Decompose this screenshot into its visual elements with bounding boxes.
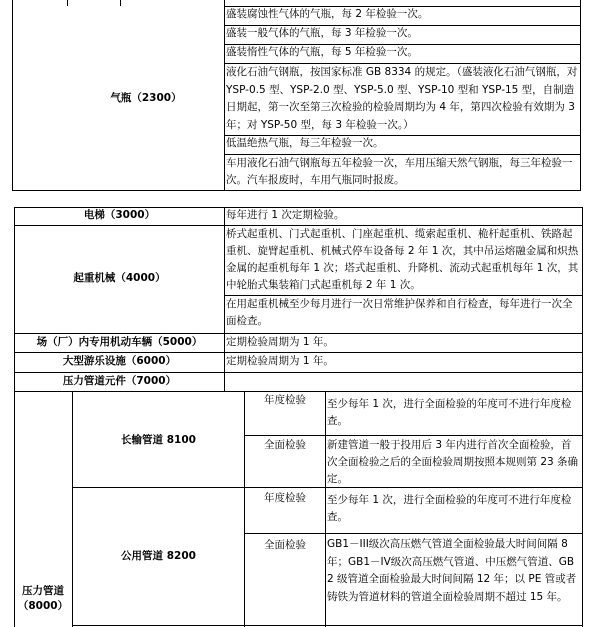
label-amusement: 大型游乐设施（6000） [62,355,177,367]
divider [120,0,121,6]
label-pressure-pipeline: 压力管道（8000） [17,585,69,612]
divider [14,207,15,627]
divider [72,625,582,626]
divider [14,391,582,392]
cylinder-row-6: 车用液化石油气钢瓶每五年检验一次，车用压缩天然气钢瓶，每三年检验一次。汽车报废时，车用气瓶同时报废。 [226,157,573,186]
divider [14,352,582,353]
divider [582,207,583,627]
cylinder-row-1: 盛装腐蚀性气体的气瓶，每 2 年检验一次。 [226,8,429,20]
divider [14,333,582,334]
label-elevator: 电梯（3000） [83,209,156,221]
cylinder-row-5: 低温绝热气瓶，每三年检验一次。 [226,137,384,149]
divider [580,0,581,191]
elevator-text: 每年进行 1 次定期检验。 [226,209,345,221]
divider [12,190,580,191]
divider [14,372,582,373]
divider [224,207,225,392]
long-annual-text: 至少每年 1 次，进行全面检验的年度可不进行年度检查。 [327,398,572,427]
public-annual-text: 至少每年 1 次，进行全面检验的年度可不进行年度检查。 [327,494,572,523]
cylinder-row-4: 液化石油气钢瓶，按国家标准 GB 8334 的规定。（盛装液化石油气钢瓶，对 YSP-0.5 型、YSP-2.0 型、YSP-5.0 型、YSP-10 型和 YSP-15 型，自制造日期起，第一次至第三次检验的检验周期均为 4 年，第四次检验有效期为 3 年；对 YSP-50 型，每 3 年检验一次。） [226,66,578,131]
crane-text-1: 桥式起重机、门式起重机、门座起重机、缆索起重机、桅杆起重机、铁路起重机、旋臂起重机、机械式停车设备每 2 年 1 次，其中吊运熔融金属和炽热金属的起重机每年 1 次；塔式起重机、升降机、流动式起重机每年 1 次，其中轮胎式集装箱门式起重机每 2 年 1 次。 [226,228,579,291]
divider [72,391,73,627]
long-annual-label: 年度检验 [264,394,306,406]
divider [67,0,68,6]
label-pipe-element: 压力管道元件（7000） [62,375,177,387]
divider [244,435,582,436]
divider [244,533,582,534]
public-annual-label: 年度检验 [264,492,306,504]
label-crane: 起重机械（4000） [73,272,166,284]
divider [12,0,13,191]
amusement-text: 定期检验周期为 1 年。 [226,355,334,367]
category-label-cylinder: 气瓶（2300） [110,92,182,104]
crane-text-2: 在用起重机械至少每月进行一次日常维护保养和自行检查，每年进行一次全面检查。 [226,298,573,327]
long-full-label: 全面检验 [264,439,306,451]
divider [325,391,326,627]
vehicle-text: 定期检验周期为 1 年。 [226,336,334,348]
cylinder-row-2: 盛装一般气体的气瓶，每 3 年检验一次。 [226,27,418,39]
public-full-text: GB1－III级次高压燃气管道全面检验最大时间间隔 8 年；GB1－IV级次高压燃气管道、中压燃气管道、GB2 级管道全面检验最大时间间隔 12 年；以 PE 管或者铸铁为管道材料的管道全面检验周期不超过 15 年。 [327,538,577,603]
label-long-pipeline: 长输管道 8100 [121,434,196,446]
divider [224,0,225,191]
cylinder-row-3: 盛装惰性气体的气瓶，每 5 年检验一次。 [226,46,418,58]
divider [244,391,245,627]
long-full-text: 新建管道一般于投用后 3 年内进行首次全面检验，首次全面检验之后的全面检验周期按照本规则第 23 条确定。 [327,439,579,485]
label-vehicle: 场（厂）内专用机动车辆（5000） [36,336,203,348]
public-full-label: 全面检验 [264,539,306,551]
label-public-pipeline: 公用管道 8200 [121,550,196,562]
